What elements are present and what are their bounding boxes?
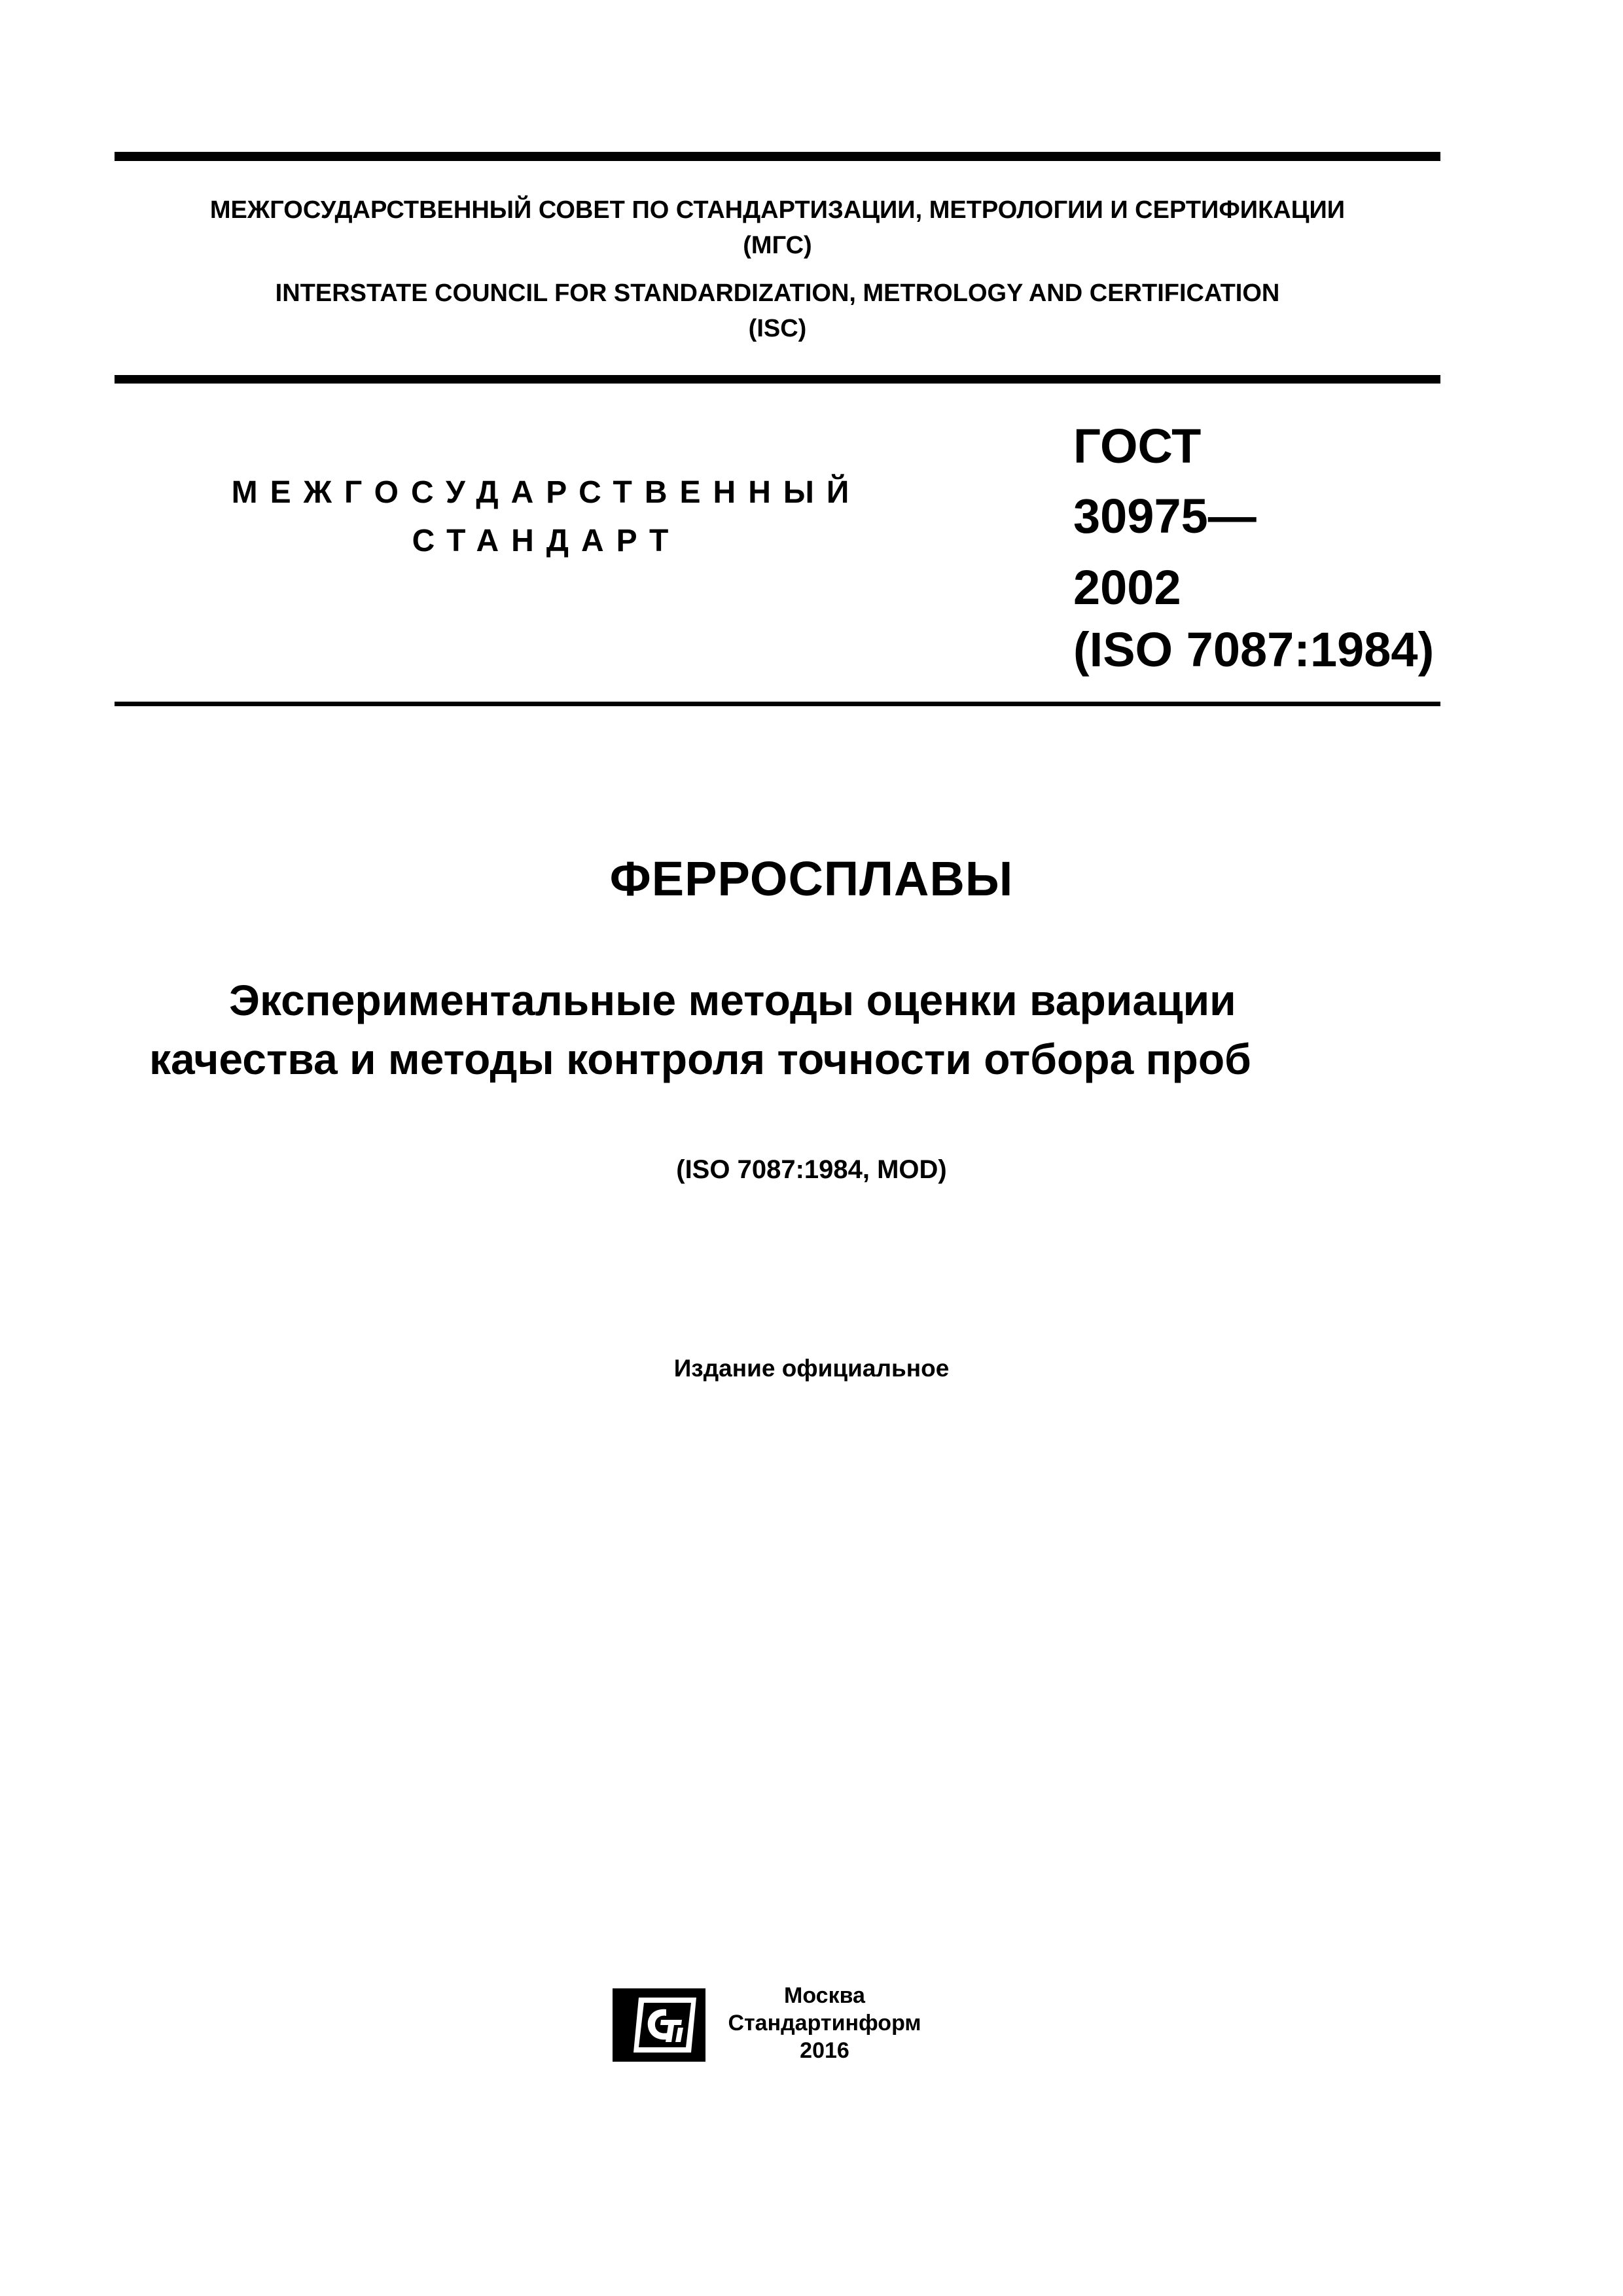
gost-iso-equivalent: (ISO 7087:1984) [1073,622,1435,677]
publication-year: 2016 [800,2038,849,2063]
header-divider [115,375,1440,384]
gost-number: 30975— [1073,489,1257,543]
document-title: ФЕРРОСПЛАВЫ [609,852,1014,906]
council-name-ru: МЕЖГОСУДАРСТВЕННЫЙ СОВЕТ ПО СТАНДАРТИЗАЦИИ, МЕТРОЛОГИИ И СЕРТИФИКАЦИИ [209,196,1346,224]
top-rule [115,152,1440,161]
standard-kind-line-1: МЕЖГОСУДАРСТВЕННЫЙ [231,475,862,510]
iso-reference: (ISO 7087:1984, MOD) [676,1155,947,1184]
designation-divider [115,702,1440,706]
publisher-name: Стандартинформ [728,2011,921,2036]
standartinform-logo-icon [613,1988,705,2062]
publisher-city: Москва [784,1983,865,2008]
council-name-en: INTERSTATE COUNCIL FOR STANDARDIZATION, METROLOGY AND CERTIFICATION [275,279,1280,307]
council-abbr-en: (ISC) [748,315,807,342]
document-subtitle-line-2: качества и методы контроля точности отбора проб [149,1035,1251,1083]
edition-note: Издание официальное [673,1355,950,1382]
gost-label: ГОСТ [1073,419,1202,473]
document-subtitle-line-1: Экспериментальные методы оценки вариации [229,976,1236,1024]
gost-year: 2002 [1073,560,1181,615]
council-abbr-ru: (МГС) [743,232,812,259]
standard-kind-line-2: СТАНДАРТ [412,524,681,558]
